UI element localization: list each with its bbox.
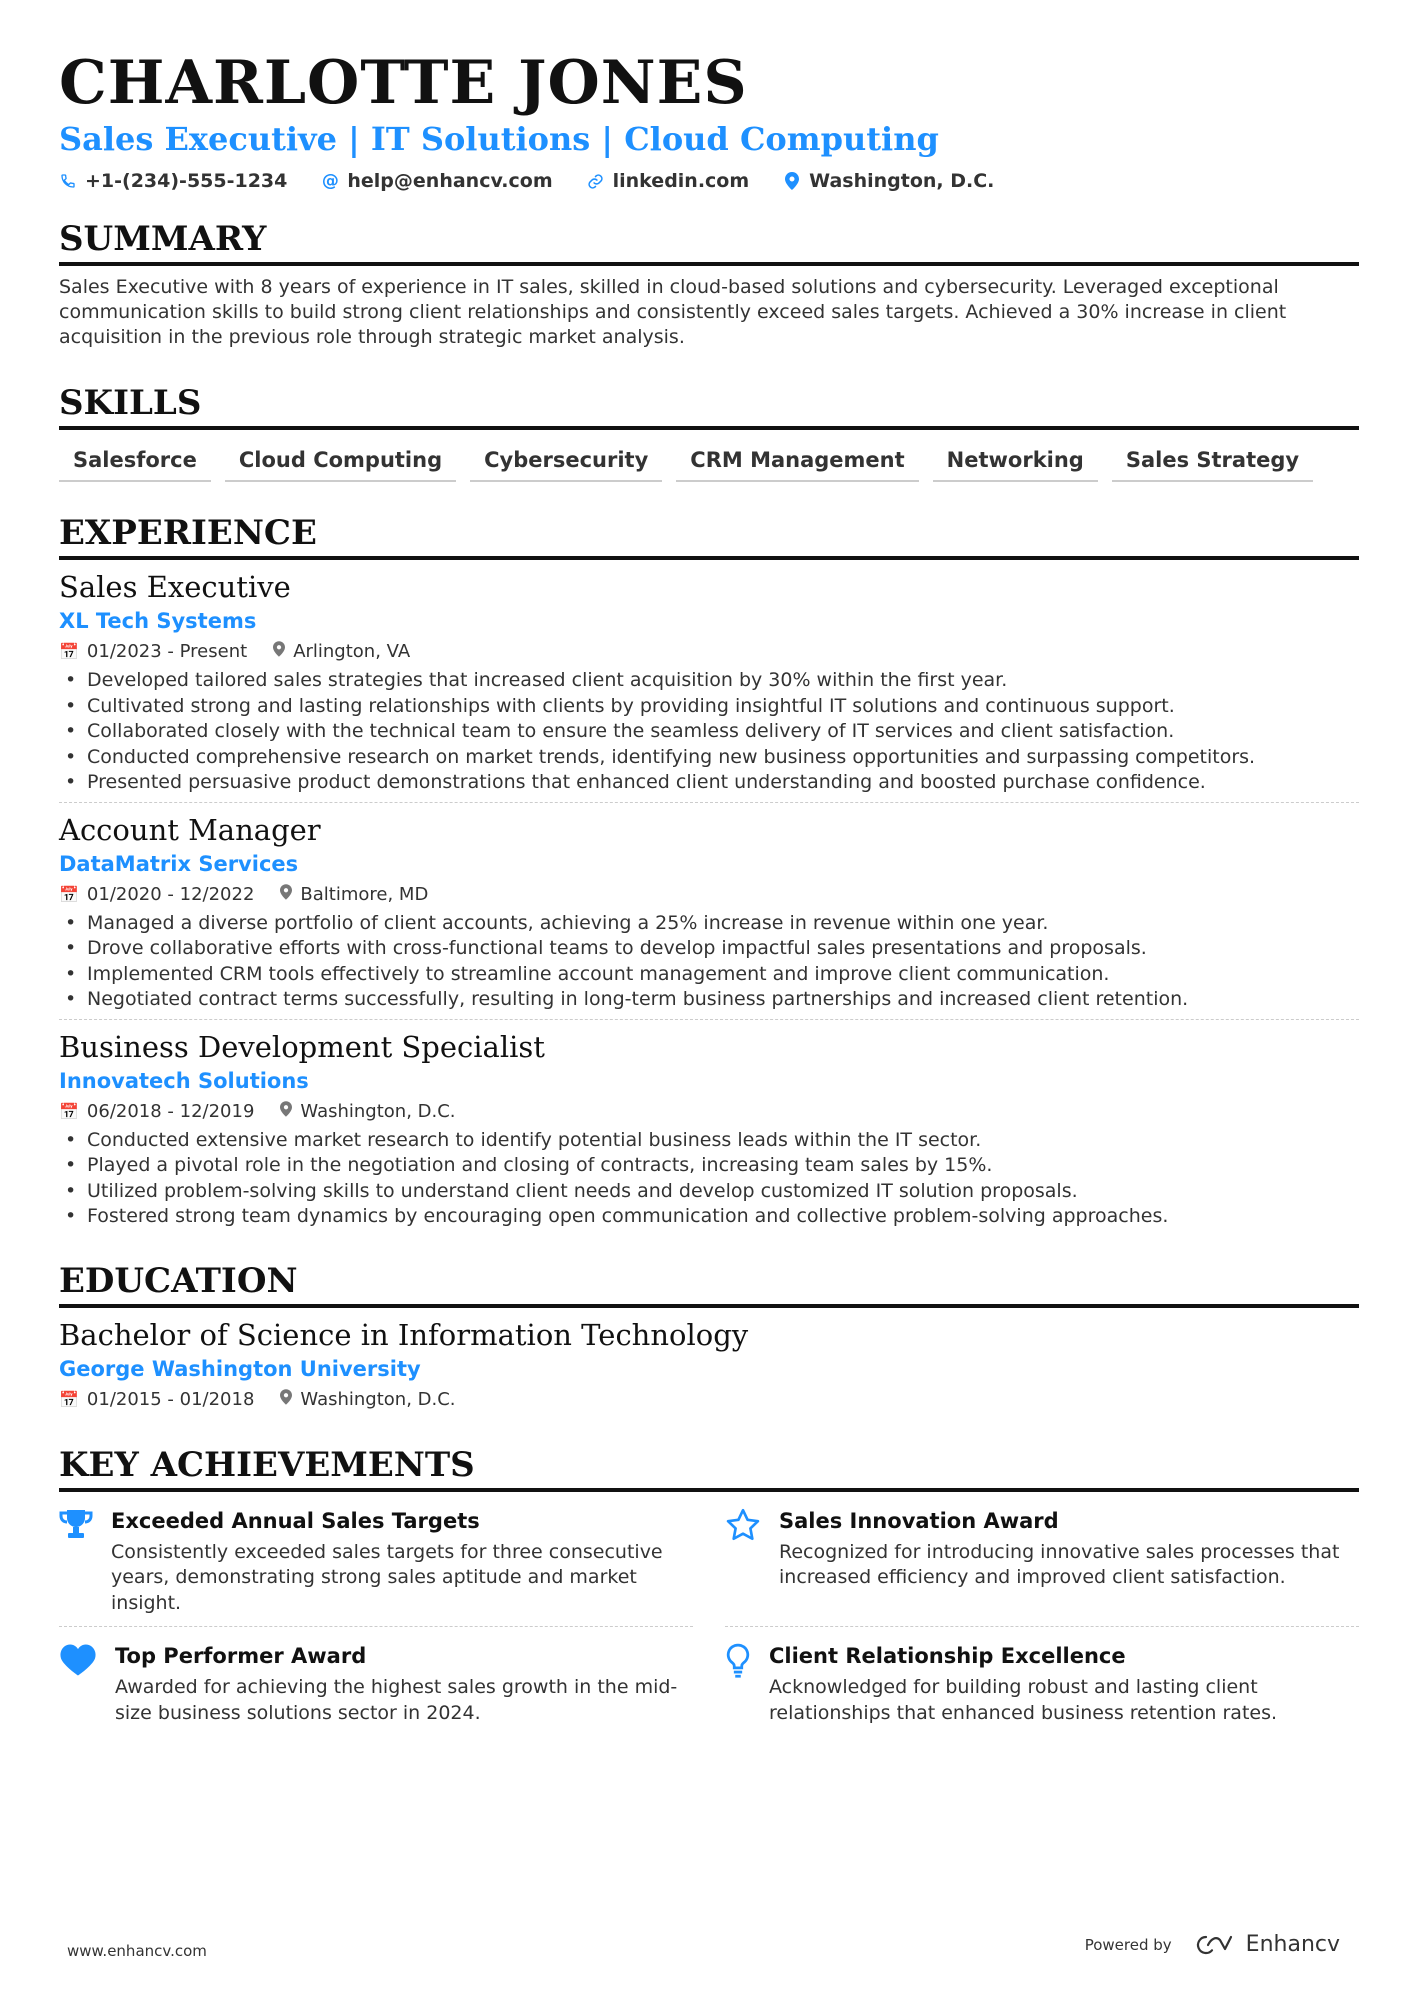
- skills-list: [59, 444, 1359, 482]
- job-title: Business Development Specialist: [59, 1029, 545, 1064]
- company-name: Innovatech Solutions: [59, 1068, 309, 1093]
- experience-section: [59, 512, 1359, 1230]
- enhancv-logo-icon: [1194, 1933, 1238, 1957]
- contact-phone[interactable]: [59, 170, 287, 192]
- achievement-title: Exceeded Annual Sales Targets: [111, 1508, 480, 1533]
- list-item: • Collaborated closely with the technical team to ensure the seamless delivery of IT services and client satisfaction.: [87, 719, 1359, 745]
- contact-linkedin[interactable]: [587, 170, 750, 192]
- heart-icon: [59, 1641, 97, 1726]
- job-meta: [59, 879, 1359, 911]
- achievements-section: [59, 1444, 1359, 1737]
- job-title: Sales Executive: [59, 570, 291, 604]
- skills-title: SKILLS: [59, 382, 1359, 430]
- education-title: EDUCATION: [59, 1260, 1359, 1308]
- trophy-icon: [59, 1506, 93, 1617]
- job-bullets: [59, 668, 1359, 796]
- achievements-grid: [59, 1502, 1359, 1737]
- list-item: • Presented persuasive product demonstrations that enhanced client understanding and boosted purchase confidence.: [87, 770, 1359, 796]
- calendar-icon: 📅: [59, 1389, 79, 1409]
- achievements-title: KEY ACHIEVEMENTS: [59, 1444, 1359, 1492]
- calendar-icon: 📅: [59, 1101, 79, 1121]
- job-bullets: [59, 911, 1359, 1013]
- footer-website[interactable]: www.enhancv.com: [67, 1942, 207, 1960]
- skills-section: [59, 382, 1359, 482]
- lightbulb-icon: [725, 1641, 751, 1726]
- achievement-desc: Consistently exceeded sales targets for three consecutive years, demonstrating strong sales aptitude and market insight.: [111, 1540, 663, 1614]
- resume-page: [59, 48, 1359, 1736]
- job-dates: 01/2023 - Present: [86, 641, 248, 662]
- achievement-title: Client Relationship Excellence: [769, 1644, 1126, 1668]
- list-item: • Implemented CRM tools effectively to streamline account management and improve client communication.: [87, 962, 1359, 988]
- contact-email-text: help@enhancv.com: [347, 170, 553, 192]
- job-meta: [59, 636, 1359, 668]
- summary-section: [59, 218, 1359, 350]
- list-item: • Negotiated contract terms successfully, resulting in long-term business partnerships and increased client retention.: [87, 987, 1359, 1013]
- job-location: Baltimore, MD: [300, 883, 429, 905]
- star-icon: [725, 1506, 761, 1617]
- map-pin-icon: [783, 172, 801, 190]
- entry-divider: [59, 802, 1359, 803]
- skill-tag: Cybersecurity: [470, 444, 662, 482]
- contact-phone-text: +1-(234)-555-1234: [85, 170, 288, 192]
- map-pin-icon: [273, 636, 285, 668]
- list-item: • Developed tailored sales strategies that increased client acquisition by 30% within the first year.: [87, 668, 1359, 694]
- candidate-headline: Sales Executive | IT Solutions | Cloud Computing: [59, 120, 939, 158]
- list-item: • Fostered strong team dynamics by encouraging open communication and collective problem-solving approaches.: [87, 1204, 1359, 1230]
- list-item: • Utilized problem-solving skills to understand client needs and develop customized IT solution proposals.: [87, 1179, 1359, 1205]
- map-pin-icon: [280, 1096, 292, 1128]
- list-item: • Managed a diverse portfolio of client accounts, achieving a 25% increase in revenue within one year.: [87, 911, 1359, 937]
- school-name: George Washington University: [59, 1356, 421, 1381]
- phone-icon: [59, 172, 77, 190]
- skill-tag: Networking: [933, 444, 1098, 482]
- entry-divider: [59, 1019, 1359, 1020]
- skill-tag: Salesforce: [59, 444, 211, 482]
- calendar-icon: 📅: [59, 642, 79, 661]
- achievement-item: [59, 1502, 693, 1628]
- at-icon: @: [321, 171, 339, 191]
- skill-tag: CRM Management: [676, 444, 918, 482]
- job-meta: [59, 1096, 1359, 1128]
- summary-title: SUMMARY: [59, 218, 1359, 266]
- achievement-item: [725, 1637, 1359, 1736]
- job-title: Account Manager: [59, 812, 321, 847]
- skill-tag: Cloud Computing: [225, 444, 456, 482]
- list-item: • Played a pivotal role in the negotiation and closing of contracts, increasing team sales by 15%.: [87, 1153, 1359, 1179]
- enhancv-logo[interactable]: [1194, 1932, 1340, 1957]
- contact-location: [783, 170, 994, 192]
- summary-text: Sales Executive with 8 years of experience in IT sales, skilled in cloud-based solutions and cybersecurity. Leveraged exceptional communication skills to build strong client relationships and consistently exceed sales targets. Achieved a 30% increase in client acquisition in the previous role through strategic market analysis.: [59, 276, 1287, 348]
- company-name: XL Tech Systems: [59, 609, 257, 633]
- resume-header: [59, 48, 1359, 192]
- achievement-title: Top Performer Award: [115, 1644, 367, 1668]
- job-location: Washington, D.C.: [300, 1100, 456, 1122]
- experience-entry: [59, 1028, 1359, 1230]
- map-pin-icon: [280, 1384, 292, 1416]
- achievement-item: [59, 1637, 693, 1736]
- footer-branding: [1085, 1932, 1340, 1957]
- calendar-icon: 📅: [59, 884, 79, 904]
- achievement-desc: Recognized for introducing innovative sales processes that increased efficiency and improved client satisfaction.: [779, 1540, 1340, 1588]
- enhancv-brand-name: Enhancv: [1245, 1932, 1340, 1957]
- job-location: Arlington, VA: [293, 641, 411, 662]
- experience-title: EXPERIENCE: [59, 512, 1359, 560]
- powered-by-label: Powered by: [1084, 1935, 1172, 1954]
- job-dates: 06/2018 - 12/2019: [86, 1100, 255, 1122]
- contact-linkedin-text: linkedin.com: [612, 170, 750, 192]
- achievement-desc: Awarded for achieving the highest sales growth in the mid-size business solutions sector in 2024.: [115, 1676, 678, 1724]
- link-icon: [587, 172, 605, 190]
- contact-email[interactable]: [321, 170, 552, 192]
- list-item: • Cultivated strong and lasting relationships with clients by providing insightful IT solutions and continuous support.: [87, 694, 1359, 720]
- achievement-title: Sales Innovation Award: [779, 1508, 1059, 1533]
- education-entry: [59, 1316, 1359, 1416]
- list-item: • Conducted extensive market research to identify potential business leads within the IT sector.: [87, 1128, 1359, 1154]
- contact-location-text: Washington, D.C.: [809, 170, 995, 192]
- education-section: [59, 1260, 1359, 1416]
- achievement-desc: Acknowledged for building robust and lasting client relationships that enhanced business retention rates.: [769, 1676, 1278, 1724]
- candidate-name: CHARLOTTE JONES: [59, 48, 748, 118]
- experience-entry: [59, 568, 1359, 796]
- education-location: Washington, D.C.: [300, 1388, 456, 1410]
- list-item: • Conducted comprehensive research on market trends, identifying new business opportunities and surpassing competitors.: [87, 745, 1359, 771]
- experience-entry: [59, 811, 1359, 1013]
- education-dates: 01/2015 - 01/2018: [86, 1388, 255, 1410]
- achievement-item: [725, 1502, 1359, 1628]
- job-bullets: [59, 1128, 1359, 1230]
- map-pin-icon: [280, 879, 292, 911]
- education-meta: [59, 1384, 1359, 1416]
- skill-tag: Sales Strategy: [1112, 444, 1313, 482]
- degree-title: Bachelor of Science in Information Technology: [59, 1317, 749, 1352]
- job-dates: 01/2020 - 12/2022: [86, 883, 255, 905]
- contact-row: [59, 170, 1359, 192]
- list-item: • Drove collaborative efforts with cross-functional teams to develop impactful sales presentations and proposals.: [87, 936, 1359, 962]
- company-name: DataMatrix Services: [59, 851, 299, 876]
